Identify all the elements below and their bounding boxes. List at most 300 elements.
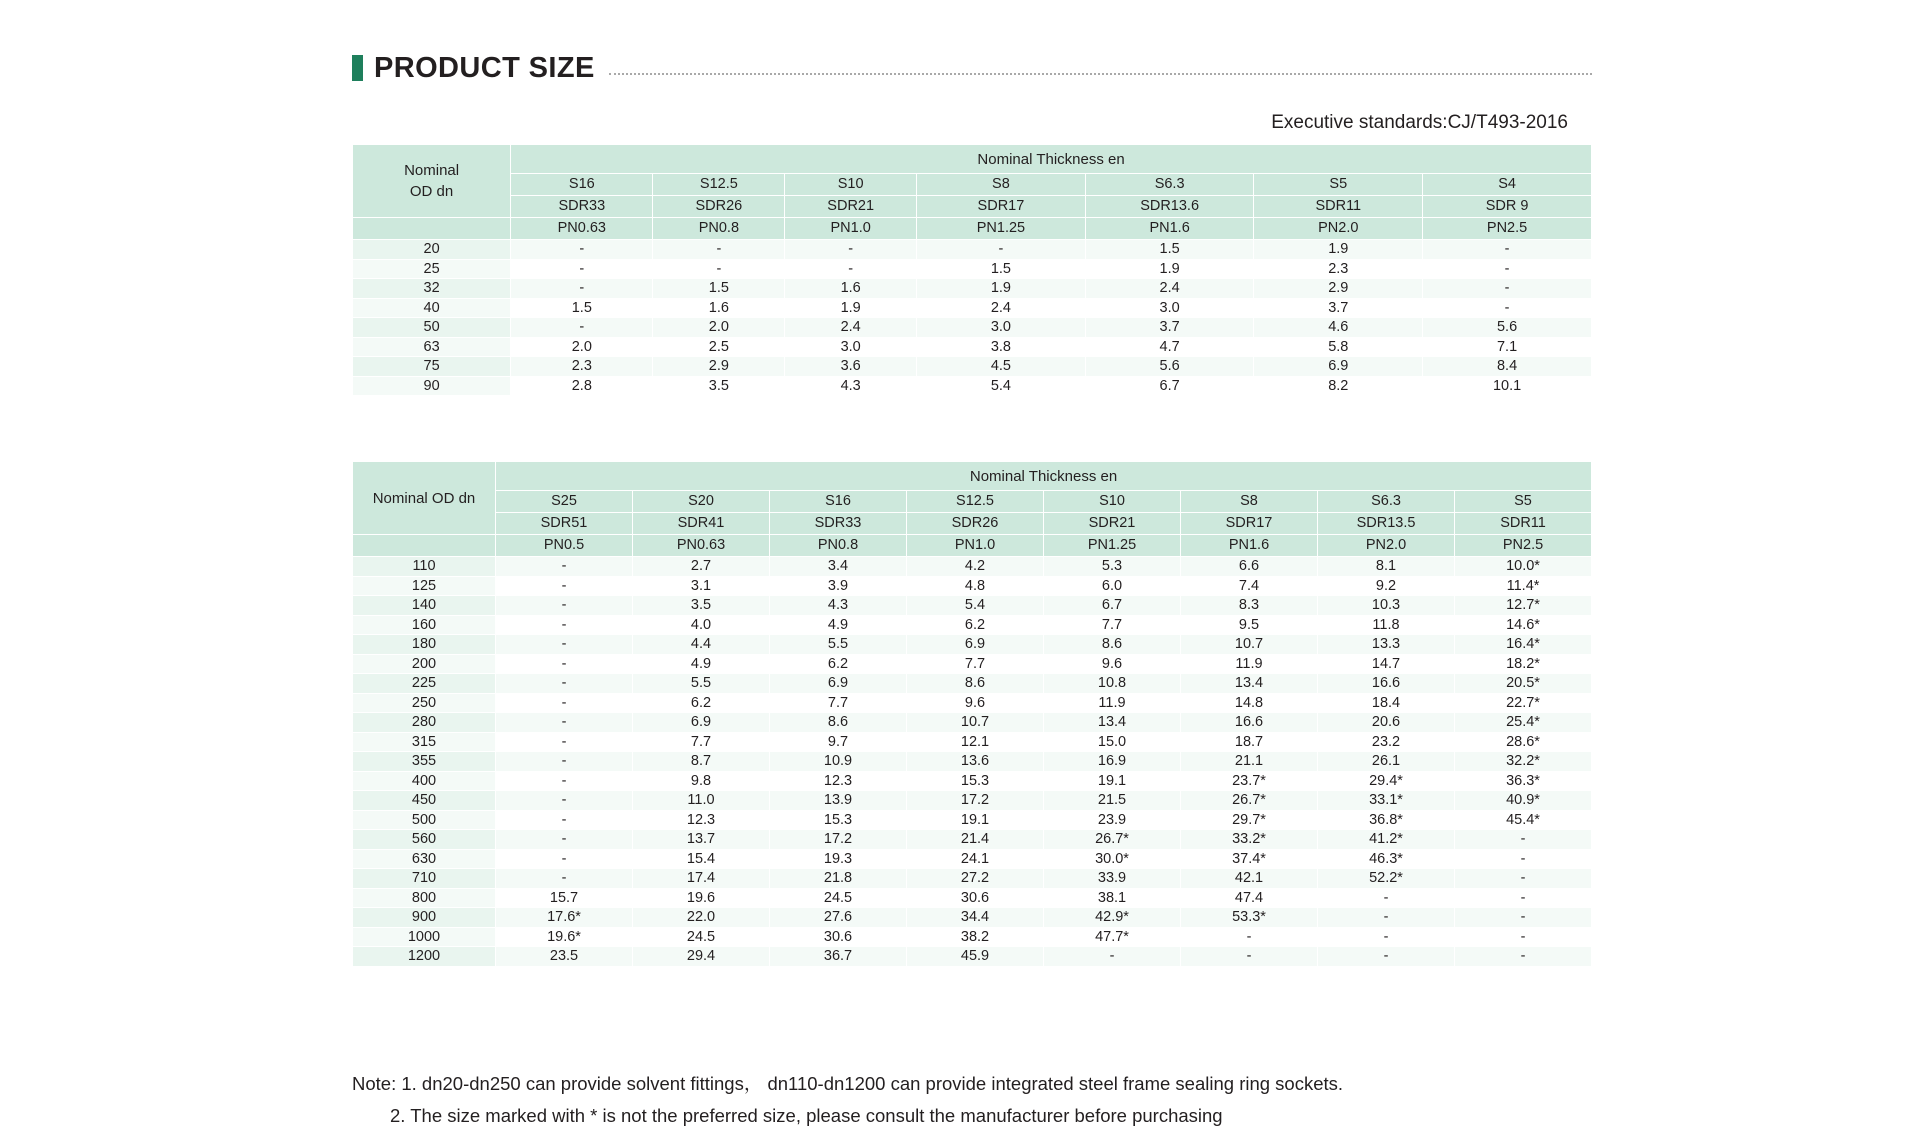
cell-r8-c5: 16.6 [1181, 713, 1318, 733]
cell-r18-c1: 22.0 [633, 908, 770, 928]
cell-r16-c6: 52.2* [1318, 869, 1455, 889]
cell-r13-c5: 29.7* [1181, 810, 1318, 830]
cell-r11-c6: 29.4* [1318, 771, 1455, 791]
row-label-dn: 110 [353, 557, 496, 577]
cell-r11-c0: - [496, 771, 633, 791]
cell-r15-c2: 19.3 [770, 849, 907, 869]
cell-r6-c1: 5.5 [633, 674, 770, 694]
pn-header-0: PN0.63 [511, 218, 653, 240]
cell-r19-c2: 30.6 [770, 927, 907, 947]
row-label-dn: 50 [353, 318, 511, 338]
cell-r3-c2: 4.9 [770, 615, 907, 635]
cell-r13-c6: 36.8* [1318, 810, 1455, 830]
table-row [353, 259, 1592, 279]
cell-r11-c4: 19.1 [1044, 771, 1181, 791]
sdr-header-row [353, 196, 1592, 218]
cell-r7-c6: 18.4 [1318, 693, 1455, 713]
cell-r5-c7: 18.2* [1455, 654, 1592, 674]
series-header-row [353, 491, 1592, 513]
cell-r5-c2: 3.0 [785, 337, 917, 357]
cell-r0-c1: 2.7 [633, 557, 770, 577]
cell-r12-c3: 17.2 [907, 791, 1044, 811]
title-bullet-icon [352, 55, 363, 81]
cell-r20-c4: - [1044, 947, 1181, 967]
cell-r1-c1: 3.1 [633, 576, 770, 596]
cell-r17-c6: - [1318, 888, 1455, 908]
cell-r0-c0: - [511, 240, 653, 260]
row-label-dn: 160 [353, 615, 496, 635]
series-header-5: S8 [1181, 491, 1318, 513]
cell-r13-c1: 12.3 [633, 810, 770, 830]
cell-r9-c1: 7.7 [633, 732, 770, 752]
sdr-header-2: SDR21 [785, 196, 917, 218]
cell-r1-c0: - [496, 576, 633, 596]
table-row [353, 810, 1592, 830]
cell-r3-c3: 2.4 [917, 298, 1086, 318]
sdr-header-4: SDR21 [1044, 513, 1181, 535]
cell-r15-c0: - [496, 849, 633, 869]
pn-header-row [353, 535, 1592, 557]
cell-r3-c4: 7.7 [1044, 615, 1181, 635]
cell-r4-c2: 5.5 [770, 635, 907, 655]
cell-r4-c7: 16.4* [1455, 635, 1592, 655]
cell-r10-c1: 8.7 [633, 752, 770, 772]
cell-r6-c1: 2.9 [653, 357, 785, 377]
cell-r11-c3: 15.3 [907, 771, 1044, 791]
table-row [353, 376, 1592, 396]
cell-r4-c3: 6.9 [907, 635, 1044, 655]
cell-r2-c4: 2.4 [1085, 279, 1254, 299]
cell-r20-c2: 36.7 [770, 947, 907, 967]
cell-r6-c2: 3.6 [785, 357, 917, 377]
note-2: 2. The size marked with * is not the preferred size, please consult the manufacturer before purchasing [390, 1105, 1223, 1127]
cell-r20-c3: 45.9 [907, 947, 1044, 967]
cell-r17-c2: 24.5 [770, 888, 907, 908]
sdr-header-6: SDR 9 [1423, 196, 1592, 218]
cell-r15-c6: 46.3* [1318, 849, 1455, 869]
series-header-row [353, 174, 1592, 196]
row-label-dn: 250 [353, 693, 496, 713]
cell-r16-c5: 42.1 [1181, 869, 1318, 889]
cell-r8-c6: 20.6 [1318, 713, 1455, 733]
series-header-6: S4 [1423, 174, 1592, 196]
series-header-1: S12.5 [653, 174, 785, 196]
series-header-4: S10 [1044, 491, 1181, 513]
row-label-dn: 1200 [353, 947, 496, 967]
table-row [353, 635, 1592, 655]
cell-r20-c1: 29.4 [633, 947, 770, 967]
cell-r0-c5: 6.6 [1181, 557, 1318, 577]
cell-r5-c2: 6.2 [770, 654, 907, 674]
row-label-dn: 1000 [353, 927, 496, 947]
cell-r0-c3: 4.2 [907, 557, 1044, 577]
cell-r16-c4: 33.9 [1044, 869, 1181, 889]
cell-r9-c3: 12.1 [907, 732, 1044, 752]
cell-r13-c2: 15.3 [770, 810, 907, 830]
cell-r6-c7: 20.5* [1455, 674, 1592, 694]
cell-r4-c2: 2.4 [785, 318, 917, 338]
cell-r2-c2: 4.3 [770, 596, 907, 616]
cell-r3-c1: 1.6 [653, 298, 785, 318]
table-row [353, 654, 1592, 674]
cell-r1-c5: 2.3 [1254, 259, 1423, 279]
pn-header-row [353, 218, 1592, 240]
cell-r5-c5: 11.9 [1181, 654, 1318, 674]
cell-r11-c1: 9.8 [633, 771, 770, 791]
table-row [353, 752, 1592, 772]
pn-header-4: PN1.6 [1085, 218, 1254, 240]
cell-r4-c1: 4.4 [633, 635, 770, 655]
cell-r18-c4: 42.9* [1044, 908, 1181, 928]
notes-block [352, 1068, 1612, 1133]
cell-r5-c3: 7.7 [907, 654, 1044, 674]
sdr-header-3: SDR17 [917, 196, 1086, 218]
cell-r7-c4: 6.7 [1085, 376, 1254, 396]
row-label-dn: 63 [353, 337, 511, 357]
cell-r4-c6: 13.3 [1318, 635, 1455, 655]
cell-r6-c5: 6.9 [1254, 357, 1423, 377]
cell-r1-c6: 9.2 [1318, 576, 1455, 596]
series-header-2: S16 [770, 491, 907, 513]
cell-r3-c3: 6.2 [907, 615, 1044, 635]
row-label-dn: 400 [353, 771, 496, 791]
cell-r5-c0: 2.0 [511, 337, 653, 357]
cell-r9-c2: 9.7 [770, 732, 907, 752]
cell-r6-c0: 2.3 [511, 357, 653, 377]
series-header-2: S10 [785, 174, 917, 196]
product-size-table-1 [352, 144, 1592, 396]
cell-r10-c3: 13.6 [907, 752, 1044, 772]
cell-r15-c5: 37.4* [1181, 849, 1318, 869]
cell-r1-c6: - [1423, 259, 1592, 279]
cell-r0-c6: - [1423, 240, 1592, 260]
cell-r10-c5: 21.1 [1181, 752, 1318, 772]
table-row [353, 576, 1592, 596]
cell-r15-c3: 24.1 [907, 849, 1044, 869]
table-row [353, 337, 1592, 357]
sdr-header-5: SDR17 [1181, 513, 1318, 535]
cell-r6-c4: 10.8 [1044, 674, 1181, 694]
cell-r8-c1: 6.9 [633, 713, 770, 733]
row-label-dn: 280 [353, 713, 496, 733]
series-header-0: S16 [511, 174, 653, 196]
cell-r1-c4: 6.0 [1044, 576, 1181, 596]
sdr-header-6: SDR13.5 [1318, 513, 1455, 535]
row-label-dn: 355 [353, 752, 496, 772]
series-header-0: S25 [496, 491, 633, 513]
cell-r17-c3: 30.6 [907, 888, 1044, 908]
cell-r6-c2: 6.9 [770, 674, 907, 694]
cell-r8-c0: - [496, 713, 633, 733]
cell-r7-c5: 8.2 [1254, 376, 1423, 396]
pn-header-1: PN0.63 [633, 535, 770, 557]
table-row [353, 908, 1592, 928]
cell-r19-c6: - [1318, 927, 1455, 947]
cell-r3-c7: 14.6* [1455, 615, 1592, 635]
table-row [353, 298, 1592, 318]
cell-r11-c5: 23.7* [1181, 771, 1318, 791]
cell-r0-c0: - [496, 557, 633, 577]
cell-r14-c2: 17.2 [770, 830, 907, 850]
row-label-dn: 180 [353, 635, 496, 655]
cell-r5-c5: 5.8 [1254, 337, 1423, 357]
sdr-header-1: SDR26 [653, 196, 785, 218]
cell-r0-c5: 1.9 [1254, 240, 1423, 260]
row-label-dn: 25 [353, 259, 511, 279]
sdr-header-0: SDR51 [496, 513, 633, 535]
row-label-dn: 200 [353, 654, 496, 674]
cell-r5-c4: 9.6 [1044, 654, 1181, 674]
sdr-header-row [353, 513, 1592, 535]
cell-r4-c0: - [496, 635, 633, 655]
cell-r6-c5: 13.4 [1181, 674, 1318, 694]
cell-r17-c5: 47.4 [1181, 888, 1318, 908]
cell-r14-c6: 41.2* [1318, 830, 1455, 850]
table-row [353, 596, 1592, 616]
cell-r2-c0: - [496, 596, 633, 616]
row-label-dn: 710 [353, 869, 496, 889]
cell-r16-c2: 21.8 [770, 869, 907, 889]
cell-r19-c4: 47.7* [1044, 927, 1181, 947]
cell-r2-c1: 3.5 [633, 596, 770, 616]
row-label-dn: 315 [353, 732, 496, 752]
nominal-od-header: Nominal OD dn [353, 462, 496, 535]
row-label-dn: 40 [353, 298, 511, 318]
cell-r7-c6: 10.1 [1423, 376, 1592, 396]
cell-r7-c0: - [496, 693, 633, 713]
cell-r16-c1: 17.4 [633, 869, 770, 889]
title-dotted-rule [609, 72, 1592, 75]
nominal-thickness-header: Nominal Thickness en [511, 145, 1592, 174]
cell-r12-c2: 13.9 [770, 791, 907, 811]
cell-r1-c7: 11.4* [1455, 576, 1592, 596]
cell-r18-c0: 17.6* [496, 908, 633, 928]
sdr-header-3: SDR26 [907, 513, 1044, 535]
sdr-header-4: SDR13.6 [1085, 196, 1254, 218]
cell-r18-c7: - [1455, 908, 1592, 928]
cell-r0-c6: 8.1 [1318, 557, 1455, 577]
cell-r4-c1: 2.0 [653, 318, 785, 338]
table-row [353, 830, 1592, 850]
cell-r0-c2: - [785, 240, 917, 260]
cell-r17-c1: 19.6 [633, 888, 770, 908]
cell-r0-c2: 3.4 [770, 557, 907, 577]
cell-r10-c0: - [496, 752, 633, 772]
nominal-thickness-header: Nominal Thickness en [496, 462, 1592, 491]
table-row [353, 849, 1592, 869]
cell-r20-c6: - [1318, 947, 1455, 967]
row-label-dn: 125 [353, 576, 496, 596]
cell-r3-c5: 3.7 [1254, 298, 1423, 318]
cell-r9-c0: - [496, 732, 633, 752]
sdr-header-0: SDR33 [511, 196, 653, 218]
cell-r18-c5: 53.3* [1181, 908, 1318, 928]
cell-r13-c4: 23.9 [1044, 810, 1181, 830]
cell-r0-c4: 1.5 [1085, 240, 1254, 260]
series-header-1: S20 [633, 491, 770, 513]
cell-r1-c4: 1.9 [1085, 259, 1254, 279]
cell-r16-c7: - [1455, 869, 1592, 889]
cell-r18-c2: 27.6 [770, 908, 907, 928]
cell-r19-c1: 24.5 [633, 927, 770, 947]
cell-r2-c5: 2.9 [1254, 279, 1423, 299]
cell-r1-c3: 1.5 [917, 259, 1086, 279]
cell-r1-c1: - [653, 259, 785, 279]
cell-r14-c5: 33.2* [1181, 830, 1318, 850]
cell-r1-c0: - [511, 259, 653, 279]
cell-r4-c6: 5.6 [1423, 318, 1592, 338]
cell-r14-c1: 13.7 [633, 830, 770, 850]
pn-header-0: PN0.5 [496, 535, 633, 557]
cell-r5-c3: 3.8 [917, 337, 1086, 357]
row-label-dn: 225 [353, 674, 496, 694]
table-row [353, 693, 1592, 713]
cell-r6-c4: 5.6 [1085, 357, 1254, 377]
cell-r9-c7: 28.6* [1455, 732, 1592, 752]
executive-standard-label: Executive standards:CJ/T493-2016 [1271, 112, 1568, 133]
cell-r6-c3: 8.6 [907, 674, 1044, 694]
cell-r2-c7: 12.7* [1455, 596, 1592, 616]
cell-r5-c0: - [496, 654, 633, 674]
series-header-3: S8 [917, 174, 1086, 196]
cell-r17-c4: 38.1 [1044, 888, 1181, 908]
row-label-dn: 800 [353, 888, 496, 908]
table-row [353, 674, 1592, 694]
cell-r5-c1: 2.5 [653, 337, 785, 357]
cell-r2-c3: 1.9 [917, 279, 1086, 299]
pn-header-5: PN1.6 [1181, 535, 1318, 557]
cell-r0-c4: 5.3 [1044, 557, 1181, 577]
table-row [353, 615, 1592, 635]
cell-r7-c1: 6.2 [633, 693, 770, 713]
cell-r5-c1: 4.9 [633, 654, 770, 674]
table-row [353, 732, 1592, 752]
row-label-dn: 140 [353, 596, 496, 616]
cell-r9-c6: 23.2 [1318, 732, 1455, 752]
pn-header-1: PN0.8 [653, 218, 785, 240]
row-label-dn: 20 [353, 240, 511, 260]
cell-r0-c7: 10.0* [1455, 557, 1592, 577]
cell-r0-c3: - [917, 240, 1086, 260]
pn-header-7: PN2.5 [1455, 535, 1592, 557]
cell-r7-c5: 14.8 [1181, 693, 1318, 713]
pn-header-2: PN0.8 [770, 535, 907, 557]
table-header-row [353, 145, 1592, 174]
cell-r14-c0: - [496, 830, 633, 850]
cell-r11-c7: 36.3* [1455, 771, 1592, 791]
cell-r12-c1: 11.0 [633, 791, 770, 811]
series-header-5: S5 [1254, 174, 1423, 196]
cell-r20-c7: - [1455, 947, 1592, 967]
pn-header-3: PN1.0 [907, 535, 1044, 557]
cell-r11-c2: 12.3 [770, 771, 907, 791]
cell-r1-c5: 7.4 [1181, 576, 1318, 596]
cell-r3-c0: 1.5 [511, 298, 653, 318]
cell-r12-c5: 26.7* [1181, 791, 1318, 811]
cell-r19-c0: 19.6* [496, 927, 633, 947]
cell-r2-c6: 10.3 [1318, 596, 1455, 616]
table-row [353, 279, 1592, 299]
cell-r9-c4: 15.0 [1044, 732, 1181, 752]
cell-r7-c2: 7.7 [770, 693, 907, 713]
cell-r13-c7: 45.4* [1455, 810, 1592, 830]
cell-r14-c4: 26.7* [1044, 830, 1181, 850]
cell-r2-c3: 5.4 [907, 596, 1044, 616]
cell-r12-c0: - [496, 791, 633, 811]
cell-r10-c4: 16.9 [1044, 752, 1181, 772]
cell-r3-c5: 9.5 [1181, 615, 1318, 635]
cell-r4-c4: 8.6 [1044, 635, 1181, 655]
pn-header-3: PN1.25 [917, 218, 1086, 240]
cell-r15-c1: 15.4 [633, 849, 770, 869]
sdr-header-1: SDR41 [633, 513, 770, 535]
cell-r19-c5: - [1181, 927, 1318, 947]
cell-r12-c7: 40.9* [1455, 791, 1592, 811]
row-label-dn: 450 [353, 791, 496, 811]
cell-r9-c5: 18.7 [1181, 732, 1318, 752]
table-row [353, 791, 1592, 811]
series-header-3: S12.5 [907, 491, 1044, 513]
cell-r6-c0: - [496, 674, 633, 694]
row-label-dn: 500 [353, 810, 496, 830]
pn-header-6: PN2.5 [1423, 218, 1592, 240]
cell-r18-c6: - [1318, 908, 1455, 928]
cell-r10-c6: 26.1 [1318, 752, 1455, 772]
cell-r3-c2: 1.9 [785, 298, 917, 318]
cell-r6-c3: 4.5 [917, 357, 1086, 377]
series-header-7: S5 [1455, 491, 1592, 513]
table-row [353, 557, 1592, 577]
cell-r17-c0: 15.7 [496, 888, 633, 908]
cell-r5-c6: 7.1 [1423, 337, 1592, 357]
cell-r16-c0: - [496, 869, 633, 889]
cell-r8-c2: 8.6 [770, 713, 907, 733]
product-size-table-2 [352, 461, 1592, 967]
cell-r8-c3: 10.7 [907, 713, 1044, 733]
cell-r10-c2: 10.9 [770, 752, 907, 772]
cell-r2-c4: 6.7 [1044, 596, 1181, 616]
nominal-od-header: Nominal OD dn [353, 145, 511, 218]
table-row [353, 318, 1592, 338]
cell-r15-c4: 30.0* [1044, 849, 1181, 869]
table-row [353, 771, 1592, 791]
cell-r17-c7: - [1455, 888, 1592, 908]
sdr-header-5: SDR11 [1254, 196, 1423, 218]
pn-header-4: PN1.25 [1044, 535, 1181, 557]
cell-r19-c7: - [1455, 927, 1592, 947]
cell-r3-c0: - [496, 615, 633, 635]
pn-header-2: PN1.0 [785, 218, 917, 240]
cell-r2-c5: 8.3 [1181, 596, 1318, 616]
table-row [353, 927, 1592, 947]
cell-r3-c1: 4.0 [633, 615, 770, 635]
row-label-dn: 630 [353, 849, 496, 869]
cell-r19-c3: 38.2 [907, 927, 1044, 947]
table-header-row [353, 462, 1592, 491]
cell-r3-c4: 3.0 [1085, 298, 1254, 318]
cell-r2-c6: - [1423, 279, 1592, 299]
cell-r1-c2: 3.9 [770, 576, 907, 596]
cell-r5-c4: 4.7 [1085, 337, 1254, 357]
series-header-6: S6.3 [1318, 491, 1455, 513]
cell-r13-c3: 19.1 [907, 810, 1044, 830]
row-label-dn: 32 [353, 279, 511, 299]
cell-r2-c1: 1.5 [653, 279, 785, 299]
cell-r2-c2: 1.6 [785, 279, 917, 299]
cell-r15-c7: - [1455, 849, 1592, 869]
cell-r3-c6: - [1423, 298, 1592, 318]
cell-r7-c3: 5.4 [917, 376, 1086, 396]
